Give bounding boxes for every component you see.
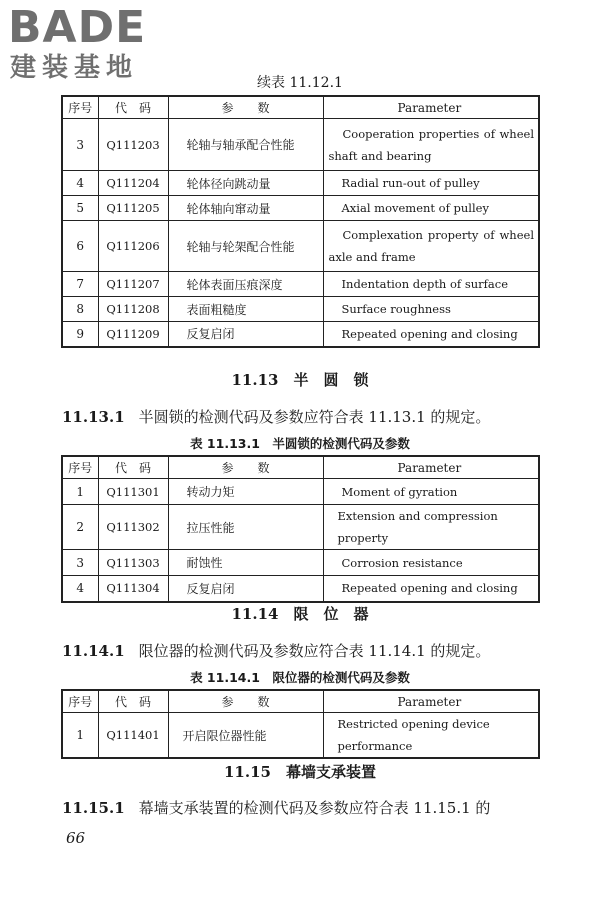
row-code: Q111301 (98, 479, 168, 505)
row-param: 轮体径向跳动量 (168, 171, 323, 196)
row-param: 轮轴与轮架配合性能 (168, 221, 323, 272)
row-code: Q111205 (98, 196, 168, 221)
row-no: 1 (62, 713, 98, 759)
table-11-12-1 (61, 95, 540, 348)
clause-11-15-1 (62, 797, 490, 818)
row-param: 开启限位器性能 (168, 713, 323, 759)
header-param: 参 数 (168, 96, 323, 119)
row-param-en: Surface roughness (323, 297, 539, 322)
continued-table-caption: 续表 11.12.1 (257, 75, 343, 91)
row-param: 反复启闭 (168, 576, 323, 602)
row-no: 8 (62, 297, 98, 322)
row-no: 3 (62, 119, 98, 171)
section-heading-11-13: 11.13 半 圆 锁 (231, 371, 369, 389)
clause-number: 11.14.1 (62, 642, 125, 660)
section-heading-11-15: 11.15 幕墙支承装置 (224, 763, 376, 781)
row-param: 表面粗糙度 (168, 297, 323, 322)
header-code: 代 码 (98, 96, 168, 119)
header-param-en: Parameter (323, 456, 539, 479)
row-param-en: Repeated opening and closing (323, 576, 539, 602)
table-11-13-1 (61, 455, 540, 603)
row-param-en: Restricted opening device performance (323, 713, 539, 759)
row-no: 9 (62, 322, 98, 347)
clause-number: 11.13.1 (62, 408, 125, 426)
section-heading-11-14: 11.14 限 位 器 (231, 605, 369, 623)
row-code: Q111304 (98, 576, 168, 602)
table-row (62, 550, 539, 576)
table-header-row (62, 456, 539, 479)
row-no: 7 (62, 272, 98, 297)
row-param: 反复启闭 (168, 322, 323, 347)
table-row (62, 576, 539, 602)
row-param-en: Axial movement of pulley (323, 196, 539, 221)
row-param-en: Corrosion resistance (323, 550, 539, 576)
table-row (62, 505, 539, 550)
clause-text: 限位器的检测代码及参数应符合表 11.14.1 的规定。 (138, 642, 491, 660)
header-param: 参 数 (168, 456, 323, 479)
header-param-en: Parameter (323, 690, 539, 713)
table-header-row (62, 690, 539, 713)
row-param: 轮体表面压痕深度 (168, 272, 323, 297)
row-code: Q111209 (98, 322, 168, 347)
header-code: 代 码 (98, 690, 168, 713)
row-code: Q111206 (98, 221, 168, 272)
table-row (62, 297, 539, 322)
row-code: Q111401 (98, 713, 168, 759)
clause-number: 11.15.1 (62, 799, 125, 817)
table-row (62, 479, 539, 505)
row-param: 轮体轴向窜动量 (168, 196, 323, 221)
header-no: 序号 (62, 456, 98, 479)
header-no: 序号 (62, 96, 98, 119)
row-code: Q111208 (98, 297, 168, 322)
logo-brand: BADE (8, 2, 147, 53)
table-row (62, 713, 539, 759)
row-code: Q111302 (98, 505, 168, 550)
table-caption-11-14-1: 表 11.14.1 限位器的检测代码及参数 (190, 670, 410, 685)
row-param: 转动力矩 (168, 479, 323, 505)
clause-text: 半圆锁的检测代码及参数应符合表 11.13.1 的规定。 (138, 408, 491, 426)
row-no: 3 (62, 550, 98, 576)
table-row (62, 119, 539, 171)
row-code: Q111203 (98, 119, 168, 171)
row-no: 2 (62, 505, 98, 550)
row-code: Q111204 (98, 171, 168, 196)
row-no: 1 (62, 479, 98, 505)
row-param-en: Radial run-out of pulley (323, 171, 539, 196)
row-no: 5 (62, 196, 98, 221)
logo-subtitle: 建装基地 (10, 53, 139, 83)
table-row (62, 221, 539, 272)
row-param-en: Indentation depth of surface (323, 272, 539, 297)
row-code: Q111303 (98, 550, 168, 576)
header-param: 参 数 (168, 690, 323, 713)
row-param-en: Extension and compression property (323, 505, 539, 550)
clause-11-13-1 (62, 406, 490, 427)
table-row (62, 196, 539, 221)
clause-text: 幕墙支承装置的检测代码及参数应符合表 11.15.1 的 (138, 799, 491, 817)
row-no: 4 (62, 576, 98, 602)
table-row (62, 322, 539, 347)
table-11-14-1 (61, 689, 540, 759)
header-param-en: Parameter (323, 96, 539, 119)
row-code: Q111207 (98, 272, 168, 297)
row-param-en: Complexation property of wheel axle and frame (323, 221, 539, 272)
page-number: 66 (66, 829, 86, 847)
row-no: 4 (62, 171, 98, 196)
clause-11-14-1 (62, 640, 490, 661)
header-code: 代 码 (98, 456, 168, 479)
row-param-en: Cooperation properties of wheel shaft and bearing (323, 119, 539, 171)
row-param: 耐蚀性 (168, 550, 323, 576)
row-param-en: Repeated opening and closing (323, 322, 539, 347)
table-header-row (62, 96, 539, 119)
table-caption-11-13-1: 表 11.13.1 半圆锁的检测代码及参数 (190, 436, 410, 451)
table-row (62, 272, 539, 297)
row-param: 拉压性能 (168, 505, 323, 550)
row-no: 6 (62, 221, 98, 272)
table-row (62, 171, 539, 196)
row-param: 轮轴与轴承配合性能 (168, 119, 323, 171)
row-param-en: Moment of gyration (323, 479, 539, 505)
header-no: 序号 (62, 690, 98, 713)
